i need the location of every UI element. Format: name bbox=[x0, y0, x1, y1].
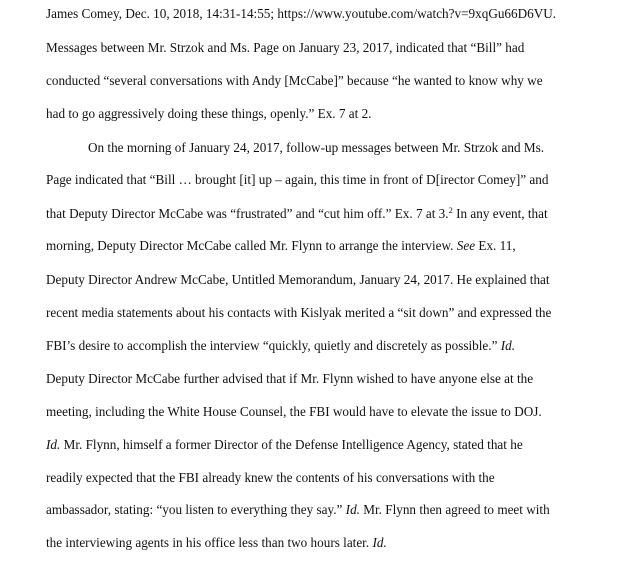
text-segment: that Deputy Director McCabe was “frustrated” and “cut him off.” Ex. 7 at 3. bbox=[46, 206, 449, 221]
citation-signal: Id. bbox=[500, 338, 516, 353]
text-line bbox=[46, 238, 516, 254]
text-segment: Mr. Flynn then agreed to meet with bbox=[359, 502, 550, 517]
text-segment: Mr. Flynn, himself a former Director of the Defense Intelligence Agency, stated that he bbox=[60, 437, 523, 452]
text-segment: Messages between Mr. Strzok and Ms. Page on January 23, 2017, indicated that “Bill” had bbox=[46, 40, 525, 55]
text-segment: recent media statements about his contacts with Kislyak merited a “sit down” and expressed the bbox=[46, 305, 552, 320]
citation-signal: See bbox=[456, 238, 476, 253]
text-segment: readily expected that the FBI already knew the contents of his conversations with the bbox=[46, 470, 495, 485]
text-line bbox=[88, 140, 544, 156]
text-segment: On the morning of January 24, 2017, follow-up messages between Mr. Strzok and Ms. bbox=[88, 140, 544, 155]
text-segment: FBI’s desire to accomplish the interview “quickly, quietly and discretely as possible.” bbox=[46, 338, 501, 353]
text-line bbox=[46, 535, 387, 551]
citation-signal: Id. bbox=[46, 437, 61, 452]
text-segment: Deputy Director McCabe further advised that if Mr. Flynn wished to have anyone else at the bbox=[46, 371, 534, 386]
text-line bbox=[46, 206, 548, 222]
text-line bbox=[46, 470, 495, 486]
citation-signal: Id. bbox=[372, 535, 387, 550]
text-segment: meeting, including the White House Counsel, the FBI would have to elevate the issue to DOJ. bbox=[46, 404, 542, 419]
text-line bbox=[46, 437, 523, 453]
text-line bbox=[46, 338, 515, 354]
text-segment: the interviewing agents in his office less than two hours later. bbox=[46, 535, 373, 550]
text-segment: James Comey, Dec. 10, 2018, 14:31-14:55; https://www.youtube.com/watch?v=9xqGu66D6VU. bbox=[46, 6, 557, 21]
text-segment: Ex. 11, bbox=[475, 238, 516, 253]
citation-signal: Id. bbox=[345, 502, 360, 517]
text-segment: morning, Deputy Director McCabe called Mr. Flynn to arrange the interview. bbox=[46, 238, 457, 253]
text-line bbox=[46, 371, 533, 387]
text-segment: Page indicated that “Bill … brought [it] up – again, this time in front of D[irector Comey]” and bbox=[46, 172, 549, 187]
text-segment: ambassador, stating: “you listen to everything they say.” bbox=[46, 502, 346, 517]
text-line bbox=[46, 172, 548, 188]
text-line bbox=[46, 502, 550, 518]
text-line bbox=[46, 40, 524, 56]
text-line bbox=[46, 73, 543, 89]
text-segment: had to go aggressively doing these things, openly.” Ex. 7 at 2. bbox=[46, 106, 372, 121]
text-segment: Deputy Director Andrew McCabe, Untitled Memorandum, January 24, 2017. He explained that bbox=[46, 272, 550, 287]
text-line bbox=[46, 305, 551, 321]
footnote-marker: 2 bbox=[448, 205, 453, 215]
text-segment: In any event, that bbox=[452, 206, 548, 221]
text-line bbox=[46, 106, 371, 122]
text-segment: conducted “several conversations with Andy [McCabe]” because “he wanted to know why we bbox=[46, 73, 543, 88]
text-line bbox=[46, 272, 550, 288]
text-line bbox=[46, 404, 542, 420]
text-line bbox=[46, 6, 556, 22]
